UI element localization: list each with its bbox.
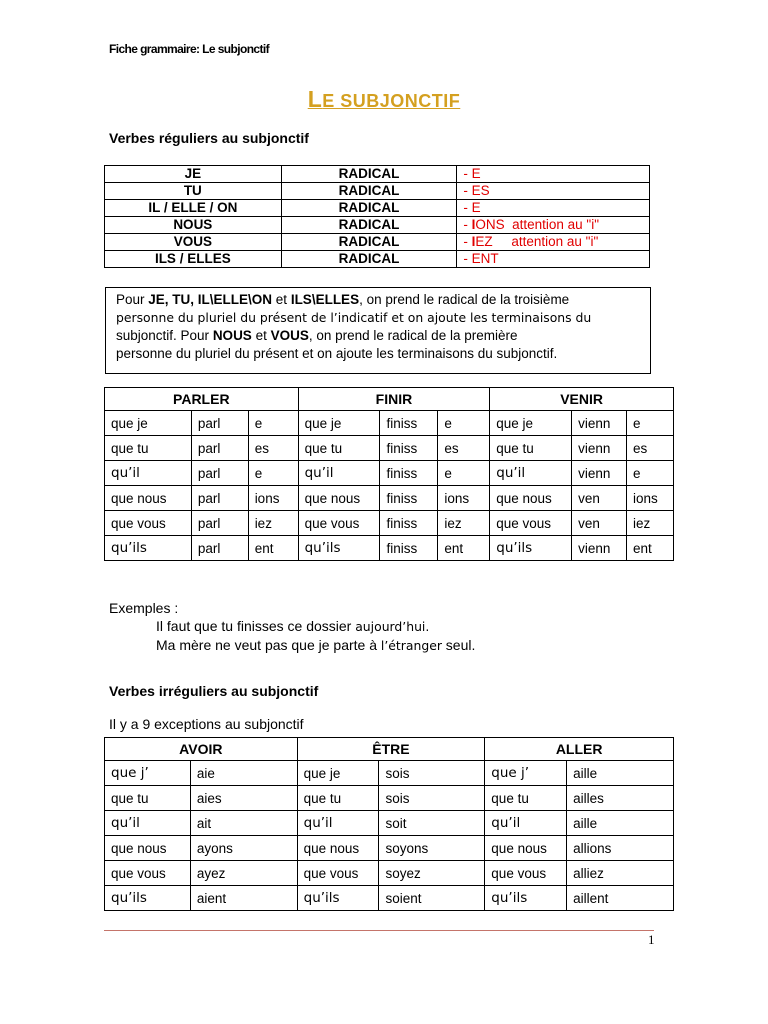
table-cell: que je [297, 761, 379, 786]
example-sentence [109, 617, 475, 636]
table-header-row [105, 738, 674, 761]
note-text: Pour [116, 292, 149, 307]
table-cell: qu’ils [298, 536, 380, 561]
example-text: l’étranger [380, 638, 442, 653]
verb-header-avoir: AVOIR [105, 738, 298, 761]
table-cell: ven [572, 486, 627, 511]
note-text: , on prend le radical de la première [308, 328, 518, 343]
note-text: et [272, 292, 291, 307]
table-cell: que nous [297, 836, 379, 861]
table-cell: parl [191, 511, 248, 536]
table-cell: que tu [485, 786, 567, 811]
radical-cell: RADICAL [281, 200, 457, 217]
ending-text: - E [463, 200, 481, 215]
table-cell: qu’ils [490, 536, 572, 561]
page-header: Fiche grammaire: Le subjonctif [109, 42, 270, 56]
example-sentence [109, 636, 475, 655]
table-row [105, 861, 674, 886]
example-text: Ma mère ne veut pas que je parte à [156, 637, 381, 653]
table-cell: vienn [572, 536, 627, 561]
verb-header-etre: ÊTRE [297, 738, 485, 761]
table-cell: que tu [105, 786, 191, 811]
pronoun-cell: ILS / ELLES [105, 251, 282, 268]
table-cell: que tu [105, 436, 192, 461]
table-cell: aille [567, 811, 674, 836]
table-cell: qu’ils [105, 536, 192, 561]
table-row [105, 436, 674, 461]
table-cell: ions [627, 486, 674, 511]
table-cell: es [438, 436, 490, 461]
table-cell: que je [298, 411, 380, 436]
table-cell: ions [438, 486, 490, 511]
table-cell: vienn [572, 411, 627, 436]
table-cell: ayez [190, 861, 297, 886]
table-cell: vienn [572, 461, 627, 486]
table-cell: qu’il [297, 811, 379, 836]
table-cell: e [248, 461, 298, 486]
table-row [105, 234, 650, 251]
table-cell: aie [190, 761, 297, 786]
footer-rule [104, 930, 654, 931]
pronoun-cell: VOUS [105, 234, 282, 251]
table-row [105, 461, 674, 486]
table-row [105, 786, 674, 811]
table-row [105, 183, 650, 200]
verb-header-parler: PARLER [105, 388, 299, 411]
table-row [105, 886, 674, 911]
table-cell: que j’ [105, 761, 191, 786]
table-header-row [105, 388, 674, 411]
table-cell: ailles [567, 786, 674, 811]
examples-label: Exemples : [109, 600, 179, 616]
table-cell: que nous [485, 836, 567, 861]
table-cell: que nous [105, 486, 192, 511]
examples-block [109, 599, 475, 655]
table-cell: e [438, 411, 490, 436]
table-cell: finiss [380, 536, 438, 561]
radical-cell: RADICAL [281, 251, 457, 268]
table-cell: que nous [105, 836, 191, 861]
table-row [105, 217, 650, 234]
table-cell: aies [190, 786, 297, 811]
radical-cell: RADICAL [281, 166, 457, 183]
example-text: aujourd’hui. [355, 619, 430, 634]
table-cell: qu’il [485, 811, 567, 836]
example-text: seul. [441, 637, 476, 653]
table-cell: e [248, 411, 298, 436]
page-title [0, 86, 768, 113]
ending-cell: - IONS attention au "i" [457, 217, 650, 234]
verb-header-aller: ALLER [485, 738, 674, 761]
table-cell: e [627, 411, 674, 436]
table-cell: que vous [105, 861, 191, 886]
table-cell: finiss [380, 461, 438, 486]
rule-note-box [105, 287, 651, 374]
table-cell: qu’il [105, 461, 192, 486]
table-cell: parl [191, 486, 248, 511]
table-cell: ent [627, 536, 674, 561]
table-cell: que vous [298, 511, 380, 536]
table-row [105, 836, 674, 861]
regular-endings-table [104, 165, 650, 268]
example-text: Il faut que tu finisses ce dossier [156, 618, 356, 634]
table-row [105, 486, 674, 511]
radical-cell: RADICAL [281, 217, 457, 234]
table-cell: ven [572, 511, 627, 536]
note-bold: JE, TU, IL\ELLE\ON [148, 292, 273, 307]
verb-header-finir: FINIR [298, 388, 490, 411]
ending-i: I [471, 234, 476, 249]
table-row [105, 411, 674, 436]
pronoun-cell: IL / ELLE / ON [105, 200, 282, 217]
table-cell: qu’ils [297, 886, 379, 911]
table-cell: soyons [379, 836, 485, 861]
table-cell: soyez [379, 861, 485, 886]
table-cell: ayons [190, 836, 297, 861]
note-bold: VOUS [270, 328, 309, 343]
table-cell: alliez [567, 861, 674, 886]
table-cell: vienn [572, 436, 627, 461]
table-cell: que vous [105, 511, 192, 536]
table-cell: qu’ils [105, 886, 191, 911]
table-cell: que vous [485, 861, 567, 886]
table-cell: finiss [380, 486, 438, 511]
title-rest: E SUBJONCTIF [322, 91, 461, 111]
table-cell: ions [248, 486, 298, 511]
section-heading-regular: Verbes réguliers au subjonctif [109, 130, 309, 146]
note-text: personne du pluriel du présent et on ajoute les terminaisons du subjonctif. [116, 346, 558, 361]
table-cell: qu’il [298, 461, 380, 486]
table-cell: aillent [567, 886, 674, 911]
table-cell: que vous [297, 861, 379, 886]
table-cell: iez [248, 511, 298, 536]
table-cell: finiss [380, 511, 438, 536]
table-cell: qu’il [105, 811, 191, 836]
table-cell: sois [379, 786, 485, 811]
note-bold: NOUS [212, 328, 252, 343]
table-cell: es [627, 436, 674, 461]
pronoun-cell: TU [105, 183, 282, 200]
table-cell: qu’ils [485, 886, 567, 911]
table-cell: parl [191, 411, 248, 436]
note-text: subjonctif. Pour [116, 328, 213, 343]
exceptions-text: Il y a 9 exceptions au subjonctif [109, 716, 304, 732]
table-row [105, 536, 674, 561]
table-cell: e [438, 461, 490, 486]
pronoun-cell: NOUS [105, 217, 282, 234]
ending-note: attention au "i" [512, 217, 600, 232]
ending-text: - E [463, 166, 481, 181]
ending-text: ONS [475, 217, 505, 232]
ending-i: I [471, 217, 476, 232]
table-cell: soit [379, 811, 485, 836]
title-initial: L [307, 86, 323, 112]
table-cell: ait [190, 811, 297, 836]
table-cell: aient [190, 886, 297, 911]
radical-cell: RADICAL [281, 183, 457, 200]
table-row [105, 200, 650, 217]
table-cell: soient [379, 886, 485, 911]
table-cell: qu’il [490, 461, 572, 486]
table-cell: ent [438, 536, 490, 561]
table-row [105, 761, 674, 786]
table-cell: que vous [490, 511, 572, 536]
table-cell: que je [105, 411, 192, 436]
table-cell: aille [567, 761, 674, 786]
table-cell: parl [191, 461, 248, 486]
regular-conjugation-table [104, 387, 674, 561]
note-bold: ILS\ELLES [290, 292, 360, 307]
ending-text: - ES [463, 183, 490, 198]
table-cell: ent [248, 536, 298, 561]
ending-cell [457, 251, 650, 268]
table-cell: que nous [490, 486, 572, 511]
note-text: , on prend le radical de la troisième [359, 292, 570, 307]
table-cell: finiss [380, 411, 438, 436]
note-text: personne du pluriel du présent de l’indicatif et on ajoute les terminaisons du [116, 310, 592, 325]
table-cell: allions [567, 836, 674, 861]
irregular-conjugation-table [104, 737, 674, 911]
table-cell: que je [490, 411, 572, 436]
page-number: 1 [648, 932, 655, 947]
section-heading-irregular: Verbes irréguliers au subjonctif [109, 683, 319, 699]
ending-text: EZ [475, 234, 493, 249]
table-cell: finiss [380, 436, 438, 461]
table-row [105, 166, 650, 183]
table-cell: que nous [298, 486, 380, 511]
table-cell: iez [438, 511, 490, 536]
table-cell: que j’ [485, 761, 567, 786]
table-row [105, 811, 674, 836]
table-cell: sois [379, 761, 485, 786]
ending-cell: - IEZ attention au "i" [457, 234, 650, 251]
table-cell: que tu [298, 436, 380, 461]
table-cell: e [627, 461, 674, 486]
pronoun-cell: JE [105, 166, 282, 183]
verb-header-venir: VENIR [490, 388, 674, 411]
ending-cell [457, 183, 650, 200]
table-cell: que tu [490, 436, 572, 461]
note-text: et [251, 328, 271, 343]
table-cell: parl [191, 436, 248, 461]
table-cell: parl [191, 536, 248, 561]
table-cell: iez [627, 511, 674, 536]
table-row [105, 511, 674, 536]
ending-text: - ENT [463, 251, 499, 266]
ending-cell [457, 200, 650, 217]
table-cell: que tu [297, 786, 379, 811]
table-cell: es [248, 436, 298, 461]
ending-cell [457, 166, 650, 183]
ending-note: attention au "i" [511, 234, 599, 249]
radical-cell: RADICAL [281, 234, 457, 251]
table-row [105, 251, 650, 268]
